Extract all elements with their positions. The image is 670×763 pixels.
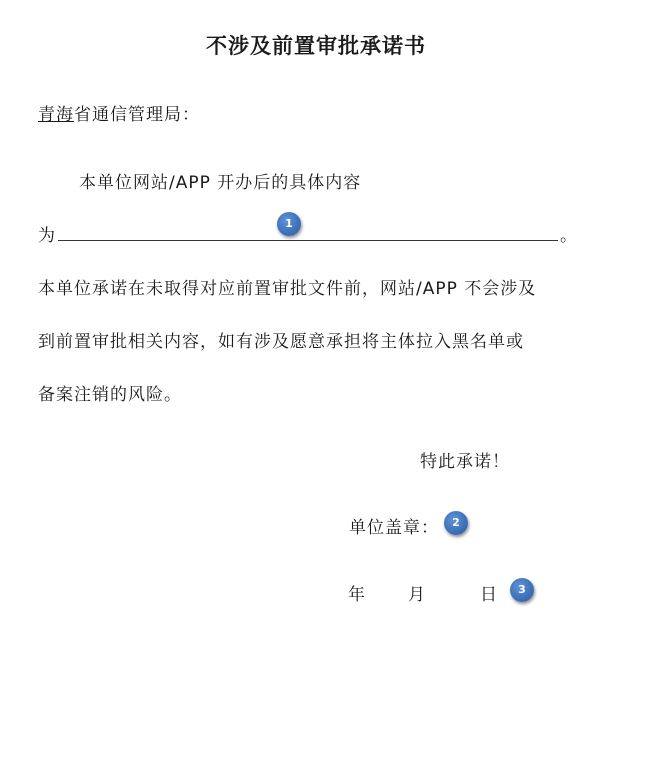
marker-badge-3: 3 — [510, 578, 534, 602]
date-day-label: 日 — [480, 585, 498, 605]
date-year-label: 年 — [348, 585, 366, 605]
paragraph-2-line-3: 备案注销的风险。 — [38, 385, 182, 405]
paragraph-1-line-1: 本单位网站/APP 开办后的具体内容 — [79, 173, 362, 193]
paragraph-1-line-2 — [38, 221, 578, 246]
recipient-rest: 省通信管理局： — [74, 105, 200, 125]
paragraph-1-suffix: 。 — [560, 226, 578, 246]
marker-badge-2: 2 — [444, 511, 468, 535]
document-title: 不涉及前置审批承诺书 — [206, 34, 426, 58]
recipient-province: 青海 — [38, 105, 74, 125]
recipient-line — [38, 100, 200, 125]
closing-text: 特此承诺！ — [420, 452, 510, 472]
paragraph-2-line-1: 本单位承诺在未取得对应前置审批文件前，网站/APP 不会涉及 — [38, 279, 537, 299]
date-month-label: 月 — [408, 585, 426, 605]
paragraph-2-line-2: 到前置审批相关内容，如有涉及愿意承担将主体拉入黑名单或 — [38, 332, 524, 352]
content-blank-field[interactable] — [58, 224, 558, 241]
seal-label: 单位盖章： — [349, 518, 439, 538]
paragraph-1-prefix: 为 — [38, 226, 56, 246]
marker-badge-1: 1 — [277, 212, 301, 236]
